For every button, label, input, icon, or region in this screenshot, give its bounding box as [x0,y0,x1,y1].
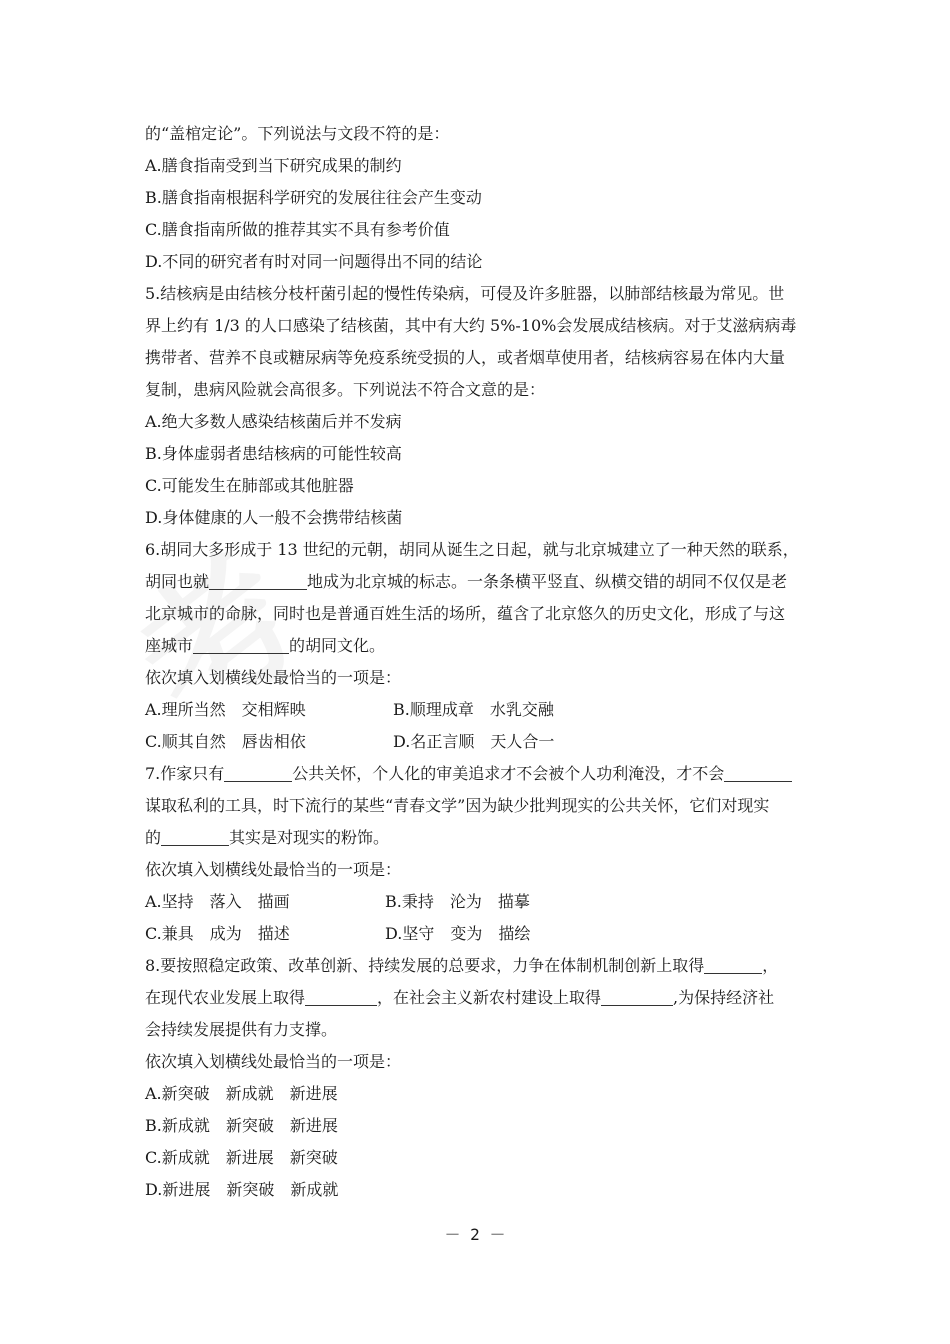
q7-prompt: 依次填入划横线处最恰当的一项是： [145,860,402,879]
q6-option-d: D.名正言顺 天人合一 [393,732,555,751]
q7-option-b: B.秉持 沦为 描摹 [385,892,530,911]
q6-option-b: B.顺理成章 水乳交融 [393,700,554,719]
q4-option-d: D.不同的研究者有时对同一问题得出不同的结论 [145,252,483,271]
fill-blank [209,571,307,590]
page-number: － 2 － [444,1225,506,1244]
q5-stem-line: 界上约有 1/3 的人口感染了结核菌，其中有大约 5%-10%会发展成结核病。对于艾滋病病毒 [145,316,797,335]
q4-option-a: A.膳食指南受到当下研究成果的制约 [145,156,402,175]
q5-stem-line: 5.结核病是由结核分枝杆菌引起的慢性传染病，可侵及许多脏器，以肺部结核最为常见。世 [145,284,785,303]
q6-text: 的胡同文化。 [289,636,386,655]
q8-text: ， [762,956,779,975]
q6-stem-line [145,630,815,662]
q5-stem-line: 复制，患病风险就会高很多。下列说法不符合文意的是： [145,380,546,399]
q6-options-row [145,694,815,726]
q7-option-a: A.坚持 落入 描画 [145,892,290,911]
q6-stem-line [145,566,815,598]
q7-option-d: D.坚守 变为 描绘 [385,924,531,943]
q4-option-c: C.膳食指南所做的推荐其实不具有参考价值 [145,220,450,239]
q8-stem-line [145,982,815,1014]
q4-option-b: B.膳食指南根据科学研究的发展往往会产生变动 [145,188,482,207]
q6-option-c: C.顺其自然 唇齿相依 [145,732,306,751]
q8-option-c: C.新成就 新进展 新突破 [145,1148,338,1167]
q8-text: ，在社会主义新农村建设上取得 [377,988,602,1007]
q7-option-c: C.兼具 成为 描述 [145,924,290,943]
fill-blank [601,987,673,1006]
q7-text: 公共关怀，个人化的审美追求才不会被个人功利淹没，才不会 [292,764,725,783]
q6-options-row [145,726,815,758]
q7-stem-line [145,758,815,790]
q5-stem-line: 携带者、营养不良或糖尿病等免疫系统受损的人，或者烟草使用者，结核病容易在体内大量 [145,348,786,367]
q4-stem-tail: 的“盖棺定论”。下列说法与文段不符的是： [145,124,450,143]
q5-option-a: A.绝大多数人感染结核菌后并不发病 [145,412,402,431]
fill-blank [704,955,762,974]
q5-option-c: C.可能发生在肺部或其他脏器 [145,476,354,495]
q8-stem-line: 会持续发展提供有力支撑。 [145,1020,338,1039]
q7-options-row [145,918,815,950]
q8-text: 在现代农业发展上取得 [145,988,306,1007]
q8-stem-line [145,950,815,982]
q5-option-b: B.身体虚弱者患结核病的可能性较高 [145,444,402,463]
q8-prompt: 依次填入划横线处最恰当的一项是： [145,1052,402,1071]
page-content [145,118,815,1206]
q8-text: 8.要按照稳定政策、改革创新、持续发展的总要求，力争在体制机制创新上取得 [145,956,705,975]
q6-text: 胡同也就 [145,572,210,591]
fill-blank [193,635,289,654]
q8-option-a: A.新突破 新成就 新进展 [145,1084,338,1103]
fill-blank [224,763,292,782]
q8-text: ,为保持经济社 [673,988,775,1007]
q7-stem-line: 谋取私利的工具，时下流行的某些“青春文学”因为缺少批判现实的公共关怀，它们对现实 [145,796,770,815]
q6-option-a: A.理所当然 交相辉映 [145,700,306,719]
q7-text: 其实是对现实的粉饰。 [229,828,390,847]
q7-stem-line [145,822,815,854]
q7-text: 7.作家只有 [145,764,225,783]
fill-blank [724,763,792,782]
q7-options-row [145,886,815,918]
q6-stem-line: 北京城市的命脉，同时也是普通百姓生活的场所，蕴含了北京悠久的历史文化，形成了与这 [145,604,786,623]
fill-blank [305,987,377,1006]
q6-text: 地成为北京城的标志。一条条横平竖直、纵横交错的胡同不仅仅是老 [307,572,788,591]
q7-text: 的 [145,828,162,847]
q6-text: 座城市 [145,636,194,655]
q6-prompt: 依次填入划横线处最恰当的一项是： [145,668,402,687]
q5-option-d: D.身体健康的人一般不会携带结核菌 [145,508,403,527]
fill-blank [161,827,229,846]
q6-stem-line: 6.胡同大多形成于 13 世纪的元朝，胡同从诞生之日起，就与北京城建立了一种天然的联系， [145,540,799,559]
q8-option-d: D.新进展 新突破 新成就 [145,1180,339,1199]
q8-option-b: B.新成就 新突破 新进展 [145,1116,338,1135]
